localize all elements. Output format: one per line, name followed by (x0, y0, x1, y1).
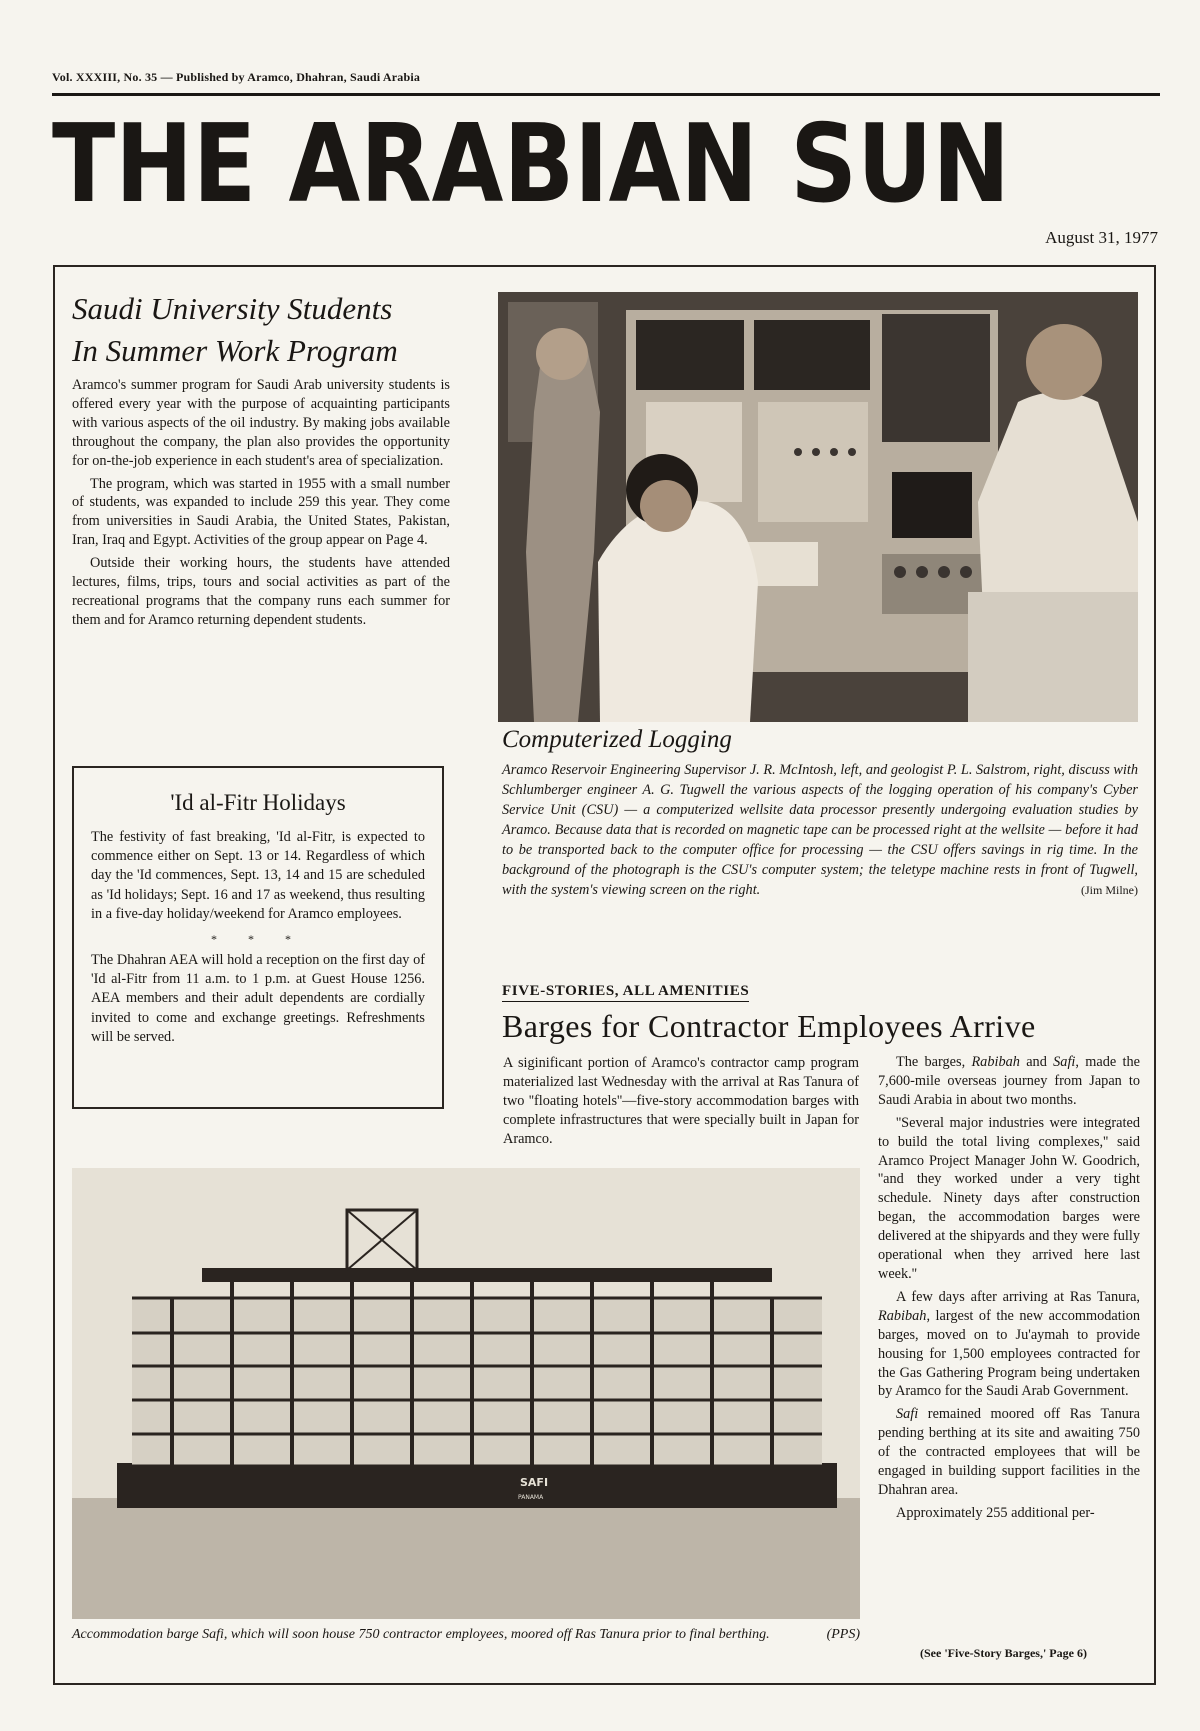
logging-photo (498, 292, 1138, 722)
barges-kicker: FIVE-STORIES, ALL AMENITIES (502, 983, 749, 1002)
newspaper-title-text: THE ARABIAN SUN (52, 102, 1010, 227)
id-box-title: 'Id al-Fitr Holidays (170, 790, 346, 815)
barge-hull-port: PANAMA (518, 1494, 544, 1501)
barge-caption (72, 1625, 860, 1644)
logging-photo-credit: (Jim Milne) (1081, 883, 1138, 897)
saudi-paragraph-2: The program, which was started in 1955 with a small number of students, was expanded to include 259 this year. They come from universities in Saudi Arabia, the United States, Pakistan, Iran, Iraq and Egypt. Activities of the group appear on Page 4. (72, 475, 450, 549)
id-box-paragraph-2: The Dhahran AEA will hold a reception on the first day of 'Id al-Fitr from 11 a.m. to 1 p.m. at Guest House 1256. AEA members and their adult dependents are cordially invited to come and exchange greetings. Refreshments will be served. (91, 952, 425, 1045)
barge-photo (72, 1168, 860, 1619)
barges-paragraph-2: ''Several major industries were integrated to build the total living complexes,'' said Aramco Project Manager John W. Goodrich, ''and they worked under a very tight schedule. Ninety days after construction began, the accommodation barges were delivered at the shipyards and they were fully operational when they arrived here last week.'' (878, 1114, 1140, 1282)
barges-column-right (878, 1053, 1140, 1523)
barges-intro: A siginificant portion of Aramco's contractor camp program materialized last Wednesday with the arrival at Ras Tanura of two ''floating hotels''—five-story accommodation barges with complete infrastructures that were specially built in Japan for Aramco. (503, 1055, 859, 1147)
barges-headline: Barges for Contractor Employees Arrive (502, 1008, 1036, 1044)
logging-caption (502, 760, 1138, 900)
barge-caption-text: Accommodation barge Safi, which will soon house 750 contractor employees, moored off Ras Tanura prior to final berthing. (72, 1627, 770, 1642)
continued-reference: (See 'Five-Story Barges,' Page 6) (920, 1646, 1087, 1660)
saudi-story (72, 288, 450, 630)
logging-caption-text: Aramco Reservoir Engineering Supervisor J. R. McIntosh, left, and geologist P. L. Salstrom, right, discuss with Schlumberger engineer A. G. Tugwell the various aspects of the logging operation of his company's Cyber Service Unit (CSU) — a computerized wellsite data processor presently undergoing evaluation studies by Aramco. Because data that is recorded on magnetic tape can be processed right at the wellsite — before it had to be transported back to the computer office for processing — the CSU offers savings in rig time. In the background of the photograph is the CSU's computer system; the teletype machine rests in front of Tugwell, with the system's viewing screen on the right. (502, 762, 1138, 898)
barges-paragraph-5: Approximately 255 additional per- (896, 1504, 1095, 1521)
barges-paragraph-3: A few days after arriving at Ras Tanura, Rabibah, largest of the new accommodation barges, moved on to Ju'aymah to provide housing for 1,500 employees contracted for the Gas Gathering Program being undertaken by Aramco for the Saudi Arab Government. (878, 1288, 1140, 1400)
barge-hull-name: SAFI (520, 1476, 549, 1489)
id-box-separator: * * * (211, 932, 305, 947)
saudi-paragraph-3: Outside their working hours, the students have attended lectures, films, trips, tours and social activities as part of the recreational programs that the company runs each summer for them and for Aramco returning dependent students. (72, 555, 450, 628)
barges-paragraph-1: The barges, Rabibah and Safi, made the 7,600-mile overseas journey from Japan to Saudi Arabia in about two months. (878, 1054, 1140, 1108)
id-box-paragraph-1: The festivity of fast breaking, 'Id al-Fitr, is expected to commence either on Sept. 13 or 14. Regardless of which day the 'Id commences, Sept. 13, 14 and 15 are scheduled as 'Id holidays; Sept. 16 and 17 as weekend, thus resulting in a five-day holiday/weekend for Aramco employees. (91, 829, 425, 922)
saudi-paragraph-1: Aramco's summer program for Saudi Arab university students is offered every year with the purpose of acquainting participants with various aspects of the oil industry. By making jobs available throughout the company, the plan also provides the opportunity for on-the-job experience in each student's area of specialization. (72, 377, 450, 469)
saudi-headline-2: In Summer Work Program (72, 333, 398, 368)
masthead-info-line: Vol. XXXIII, No. 35 — Published by Aramco, Dhahran, Saudi Arabia (52, 70, 421, 84)
id-al-fitr-box (72, 766, 444, 1109)
issue-date: August 31, 1977 (1045, 228, 1158, 247)
barge-photo-credit: (PPS) (826, 1627, 860, 1642)
logging-caption-title: Computerized Logging (502, 726, 732, 753)
newspaper-title (52, 100, 1012, 227)
barges-paragraph-4: Safi remained moored off Ras Tanura pending berthing at its site and awaiting 750 of the contracted employees that will be engaged in building support facilities in the Dhahran area. (878, 1406, 1140, 1498)
saudi-headline-1: Saudi University Students (72, 291, 393, 326)
masthead-rule (52, 93, 1160, 96)
